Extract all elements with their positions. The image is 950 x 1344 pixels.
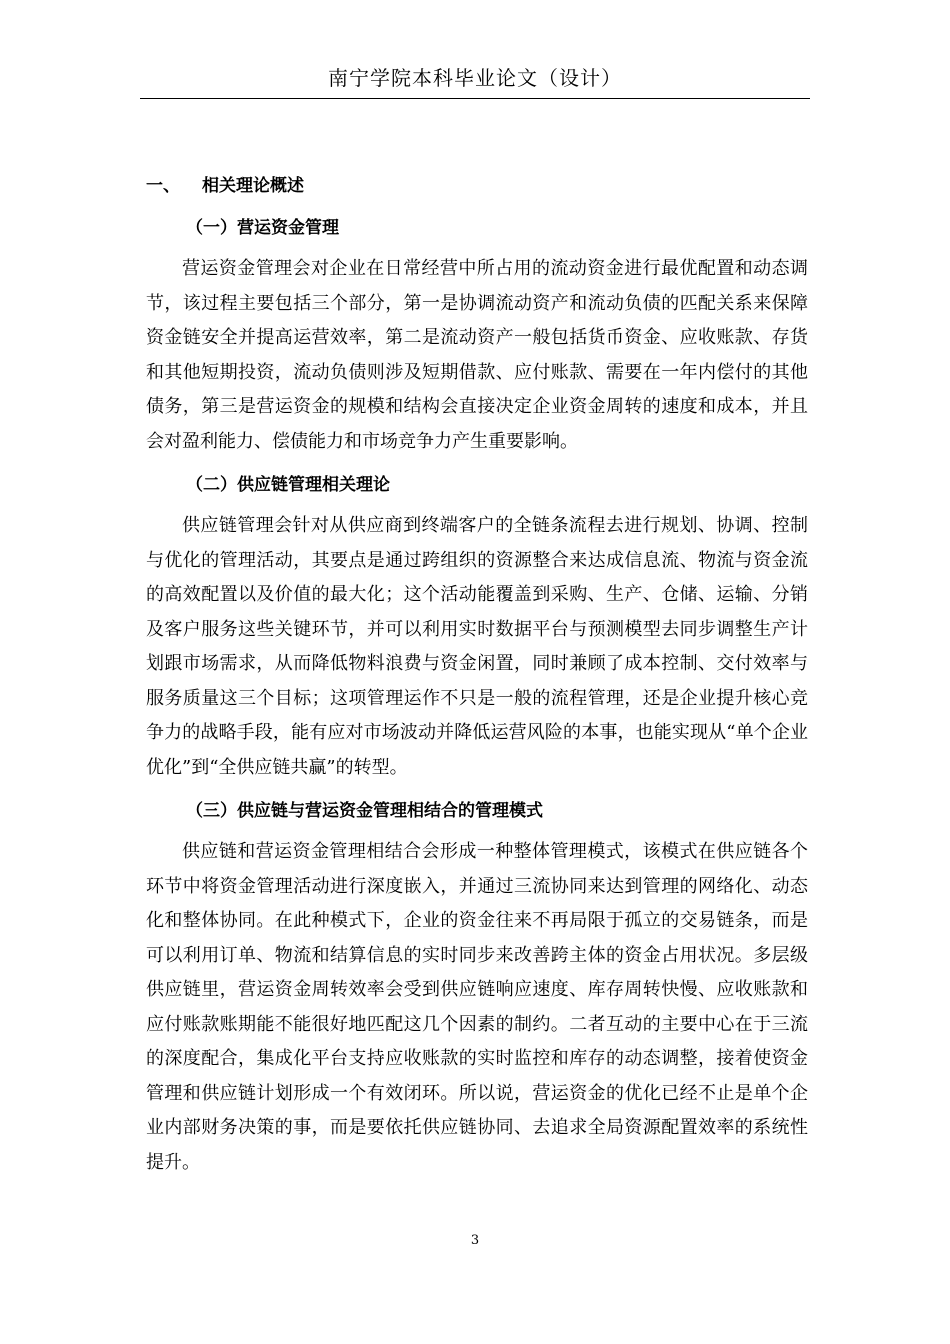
body-paragraph: 供应链和营运资金管理相结合会形成一种整体管理模式，该模式在供应链各个环节中将资金管理活动进行深度嵌入，并通过三流协同来达到管理的网络化、动态化和整体协同。在此种模式下，企业的资金往来不再局限于孤立的交易链条，而是可以利用订单、物流和结算信息的实时同步来改善跨主体的资金占用状况。多层级供应链里，营运资金周转效率会受到供应链响应速度、库存周转快慢、应收账款和应付账款账期能不能很好地匹配这几个因素的制约。二者互动的主要中心在于三流的深度配合，集成化平台支持应收账款的实时监控和库存的动态调整，接着使资金管理和供应链计划形成一个有效闭环。所以说，营运资金的优化已经不止是单个企业内部财务决策的事，而是要依托供应链协同、去追求全局资源配置效率的系统性提升。 <box>146 841 808 1173</box>
subsection-heading: （三）供应链与营运资金管理相结合的管理模式 <box>186 801 543 821</box>
body-paragraph: 营运资金管理会对企业在日常经营中所占用的流动资金进行最优配置和动态调节，该过程主要包括三个部分，第一是协调流动资产和流动负债的匹配关系来保障资金链安全并提高运营效率，第二是流动资产一般包括货币资金、应收账款、存货和其他短期投资，流动负债则涉及短期借款、应付账款、需要在一年内偿付的其他债务，第三是营运资金的规模和结构会直接决定企业资金周转的速度和成本，并且会对盈利能力、偿债能力和市场竞争力产生重要影响。 <box>146 258 808 452</box>
subsection-heading: （二）供应链管理相关理论 <box>186 475 390 495</box>
page-content <box>146 170 808 1190</box>
section-title: 相关理论概述 <box>202 176 304 196</box>
section-heading <box>146 170 808 202</box>
subsection-heading: （一）营运资金管理 <box>186 218 339 238</box>
page-number: 3 <box>470 1233 480 1248</box>
body-paragraph: 供应链管理会针对从供应商到终端客户的全链条流程去进行规划、协调、控制与优化的管理活动，其要点是通过跨组织的资源整合来达成信息流、物流与资金流的高效配置以及价值的最大化；这个活动能覆盖到采购、生产、仓储、运输、分销及客户服务这些关键环节，并可以利用实时数据平台与预测模型去同步调整生产计划跟市场需求，从而降低物料浪费与资金闲置，同时兼顾了成本控制、交付效率与服务质量这三个目标；这项管理运作不只是一般的流程管理，还是企业提升核心竞争力的战略手段，能有应对市场波动并降低运营风险的本事，也能实现从“单个企业优化”到“全供应链共赢”的转型。 <box>146 515 808 778</box>
running-header: 南宁学院本科毕业论文（设计） <box>328 66 622 90</box>
section-number: 一、 <box>146 176 180 196</box>
header-rule <box>140 98 810 99</box>
